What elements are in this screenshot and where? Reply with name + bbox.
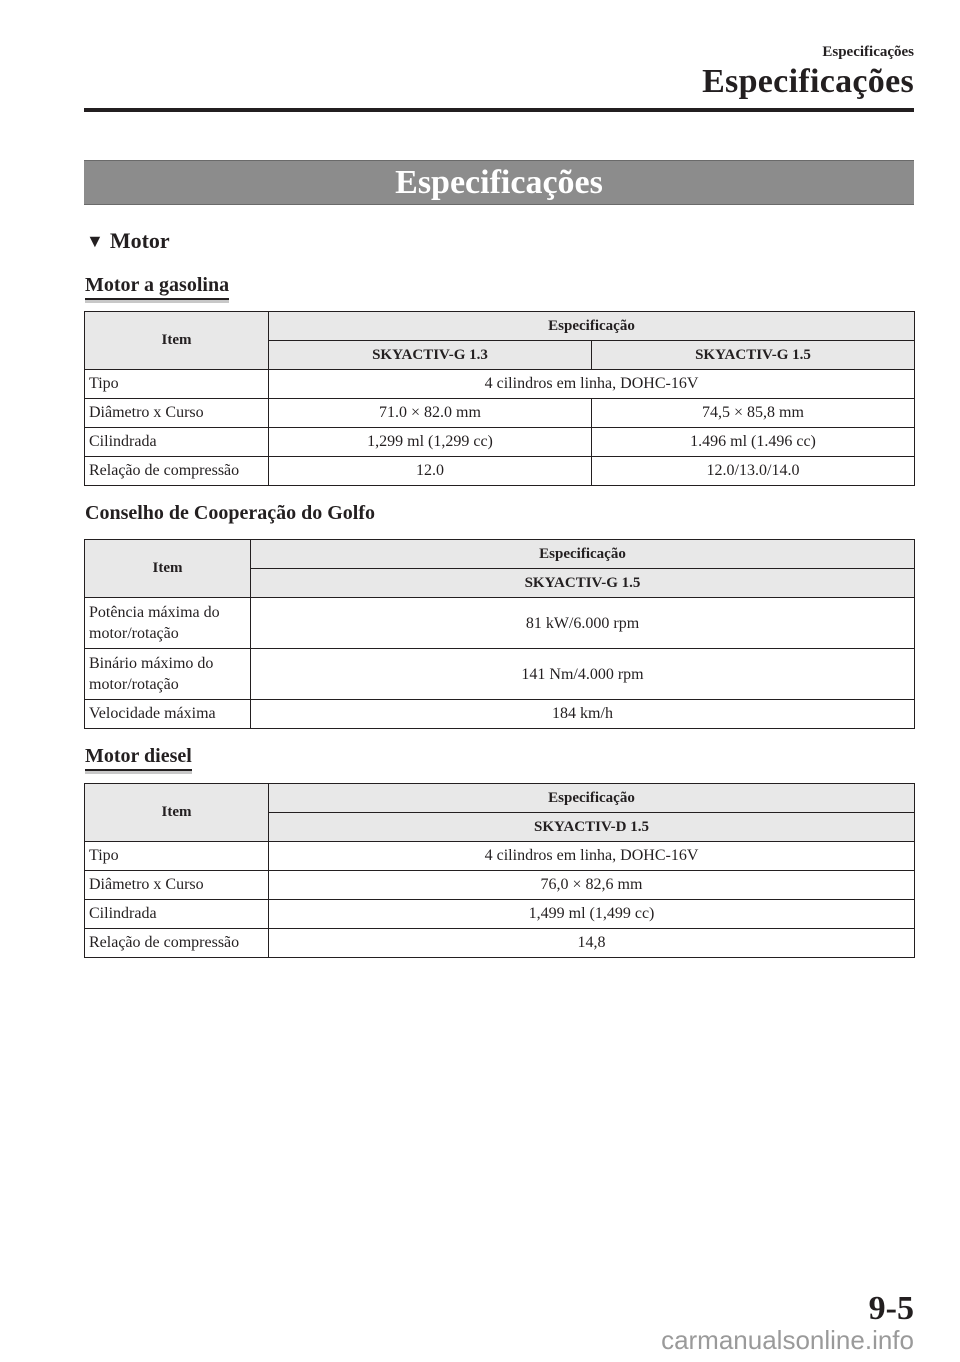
table-header-row [85, 312, 915, 341]
row-value: 1,299 ml (1,299 cc) [269, 428, 592, 457]
header-section-small: Especificações [822, 44, 914, 60]
row-label: Cilindrada [85, 900, 269, 929]
variant-header: SKYACTIV-D 1.5 [269, 813, 915, 842]
variant-header: SKYACTIV-G 1.5 [592, 341, 915, 370]
gulf-subtitle: Conselho de Cooperação do Golfo [85, 502, 375, 524]
gasoline-spec-table [84, 311, 915, 486]
gulf-spec-table [84, 539, 915, 729]
motor-heading-text: Motor [109, 228, 170, 253]
col-spec-header: Especificação [269, 784, 915, 813]
row-value: 141 Nm/4.000 rpm [251, 649, 915, 700]
row-label: Diâmetro x Curso [85, 399, 269, 428]
gasoline-subtitle: Motor a gasolina [85, 274, 229, 300]
row-value: 4 cilindros em linha, DOHC-16V [269, 842, 915, 871]
variant-header: SKYACTIV-G 1.3 [269, 341, 592, 370]
table-row [85, 929, 915, 958]
row-value: 14,8 [269, 929, 915, 958]
table-header-row [85, 540, 915, 569]
diesel-spec-table [84, 783, 915, 958]
table-row [85, 428, 915, 457]
row-label: Velocidade máxima [85, 700, 251, 729]
table-row [85, 700, 915, 729]
row-label [85, 598, 251, 649]
col-spec-header: Especificação [251, 540, 915, 569]
row-label: Relação de compressão [85, 929, 269, 958]
table-row [85, 900, 915, 929]
row-value: 12.0/13.0/14.0 [592, 457, 915, 486]
row-label: Tipo [85, 842, 269, 871]
page-number: 9-5 [868, 1290, 914, 1327]
row-label: Relação de compressão [85, 457, 269, 486]
row-label-line: Binário máximo do [89, 655, 214, 672]
col-item-header: Item [85, 540, 251, 598]
row-value: 4 cilindros em linha, DOHC-16V [269, 370, 915, 399]
header-section-title: Especificações [702, 63, 914, 100]
chapter-banner: Especificações [84, 160, 914, 205]
table-row [85, 871, 915, 900]
table-header-row [85, 784, 915, 813]
table-row [85, 457, 915, 486]
col-item-header: Item [85, 784, 269, 842]
row-value: 1,499 ml (1,499 cc) [269, 900, 915, 929]
row-label-line: motor/rotação [89, 676, 179, 693]
variant-header: SKYACTIV-G 1.5 [251, 569, 915, 598]
header-rule [84, 108, 914, 112]
watermark: carmanualsonline.info [661, 1325, 914, 1355]
row-label: Tipo [85, 370, 269, 399]
table-row [85, 649, 915, 700]
row-value: 74,5 × 85,8 mm [592, 399, 915, 428]
row-value: 1.496 ml (1.496 cc) [592, 428, 915, 457]
diesel-subtitle: Motor diesel [85, 745, 192, 771]
table-row [85, 598, 915, 649]
table-row [85, 370, 915, 399]
row-value: 12.0 [269, 457, 592, 486]
col-item-header: Item [85, 312, 269, 370]
table-row [85, 399, 915, 428]
col-spec-header: Especificação [269, 312, 915, 341]
row-label-line: Potência máxima do [89, 604, 220, 621]
table-row [85, 842, 915, 871]
row-label [85, 649, 251, 700]
motor-heading [86, 228, 170, 254]
row-label-line: motor/rotação [89, 625, 179, 642]
row-label: Cilindrada [85, 428, 269, 457]
row-value: 81 kW/6.000 rpm [251, 598, 915, 649]
row-value: 71.0 × 82.0 mm [269, 399, 592, 428]
row-value: 184 km/h [251, 700, 915, 729]
triangle-bullet-icon: ▼ [86, 231, 104, 251]
row-label: Diâmetro x Curso [85, 871, 269, 900]
row-value: 76,0 × 82,6 mm [269, 871, 915, 900]
